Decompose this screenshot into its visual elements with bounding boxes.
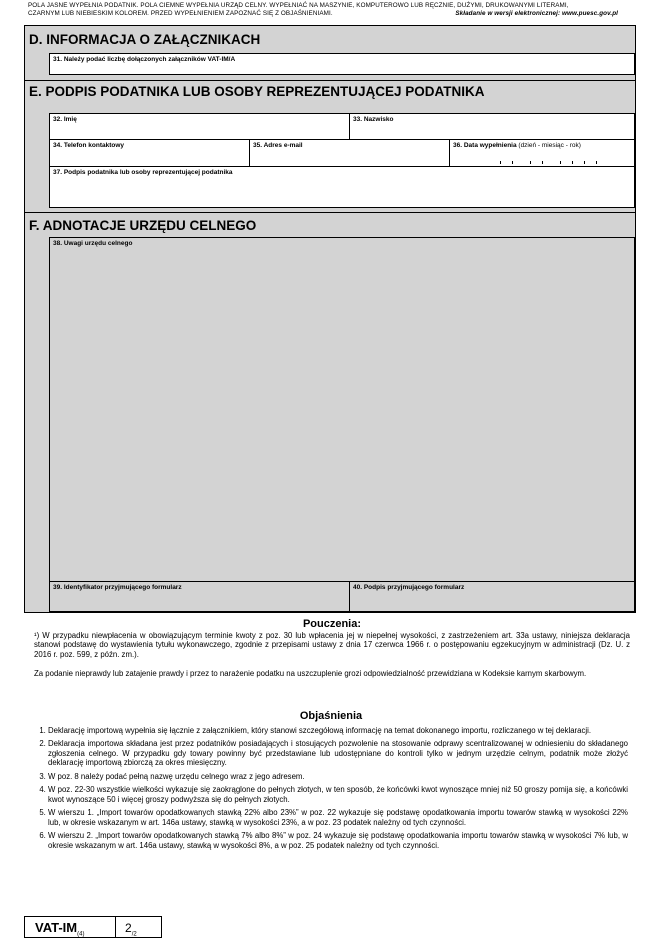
explanations-block <box>34 712 628 854</box>
explanation-item: 6. W wierszu 2. „Import towarów opodatkowanych stawką 7% albo 8%” w poz. 24 wykazuje się podstawę opodatkowania importu towarów stawką w wysokości 7% lub, w okresie wskazanym w art. 146a ustawy, stawką w wysokości 8%, a w poz. 25 podatek należny od tych czynności. <box>48 831 628 850</box>
instructions-paragraph-1: ¹) W przypadku niewpłacenia w obowiązującym terminie kwoty z poz. 30 lub wpłacenia jej w niepełnej wysokości, z zastrzeżeniem art. 33a ustawy, niniejsza deklaracja stanowi podstawę do wystawienia tytułu wykonawczego, zgodnie z przepisami ustawy z dnia 17 czerwca 1966 r. o postępowaniu egzekucyjnym w administracji (Dz. U. z 2016 r. poz. 599, z późn. zm.). <box>34 630 630 659</box>
form-code-box <box>24 916 162 938</box>
field-33-label: 33. Nazwisko <box>353 116 394 123</box>
field-32-label: 32. Imię <box>53 116 77 123</box>
explanation-item: 3. W poz. 8 należy podać pełną nazwę urzędu celnego wraz z jego adresem. <box>48 772 628 782</box>
explanation-item: 2. Deklaracja importowa składana jest przez podatników posiadających i stosujących pozwolenie na stosowanie odprawy scentralizowanej w odniesieniu do składanego zgłoszenia celnego. W przypadku gdy towary powinny być przedstawiane lub udostępniane do kontroli tylko w jednym urzędzie celnym, podatnik może złożyć deklarację importową zbiorczą za okres miesięczny. <box>48 739 628 768</box>
divider <box>25 80 635 81</box>
section-e-title: E. PODPIS PODATNIKA LUB OSOBY REPREZENTUJĄCEJ PODATNIKA <box>29 84 485 99</box>
explanation-item: 1. Deklarację importową wypełnia się łącznie z załącznikiem, który stanowi szczegółową informację na temat dokonanego importu, rozliczanego w tej deklaracji. <box>48 726 628 736</box>
section-f-title: F. ADNOTACJE URZĘDU CELNEGO <box>29 218 257 233</box>
electronic-submission-note: Składanie w wersji elektronicznej: www.puesc.gov.pl <box>455 9 618 17</box>
explanations-title: Objaśnienia <box>299 710 363 722</box>
form-version: (4) <box>77 931 85 938</box>
field-31-attachments-count[interactable] <box>49 53 635 75</box>
field-36-label: 36. Data wypełnienia <box>453 142 517 149</box>
field-37-label: 37. Podpis podatnika lub osoby reprezentującej podatnika <box>53 169 233 176</box>
divider <box>115 917 116 937</box>
page-total: /2 <box>131 931 137 938</box>
field-31-label: 31. Należy podać liczbę dołączonych załączników VAT-IM/A <box>53 56 236 63</box>
field-38-label: 38. Uwagi urzędu celnego <box>53 240 133 247</box>
form-header <box>28 2 618 17</box>
explanation-item: 5. W wierszu 1. „Import towarów opodatkowanych stawką 22% albo 23%” w poz. 22 wykazuje się podstawę opodatkowania importu towarów stawką w wysokości 22% lub, w okresie wskazanym w art. 146a ustawy, stawką w wysokości 23%, a w poz. 23 podatek należny od tych czynności. <box>48 808 628 827</box>
explanations-list <box>34 726 628 851</box>
field-35-label: 35. Adres e-mail <box>253 142 303 149</box>
field-35-email[interactable] <box>249 139 450 167</box>
explanation-item: 4. W poz. 22-30 wszystkie wielkości wykazuje się zaokrąglone do pełnych złotych, w ten sposób, że końcówki kwot wynoszące mniej niż 50 groszy pomija się, a końcówki kwot wynoszące 50 i więcej groszy podwyższa się do pełnych złotych. <box>48 785 628 804</box>
instructions-title: Pouczenia: <box>302 618 362 630</box>
field-40-receiver-signature <box>349 581 635 612</box>
field-39-label: 39. Identyfikator przyjmującego formularz <box>53 584 182 591</box>
field-33-last-name[interactable] <box>349 113 635 140</box>
field-39-receiver-id <box>49 581 350 612</box>
field-34-phone[interactable] <box>49 139 250 167</box>
form-code: VAT-$IM_{(4)}$ <box>35 920 85 938</box>
page-number: $2_{/2}$ <box>125 921 137 938</box>
instructions-paragraph-2: Za podanie nieprawdy lub zatajenie prawdy i przez to narażenie podatku na uszczuplenie grozi odpowiedzialność przewidziana w Kodeksie karnym skarbowym. <box>34 669 587 679</box>
field-34-label: 34. Telefon kontaktowy <box>53 142 125 149</box>
field-36-hint: (dzień - miesiąc - rok) <box>518 142 581 149</box>
field-40-label: 40. Podpis przyjmującego formularz <box>353 584 465 591</box>
date-tick-marks <box>450 159 634 164</box>
field-38-customs-remarks <box>49 237 635 582</box>
instructions-block <box>34 620 630 679</box>
form-body <box>24 25 636 613</box>
field-36-date[interactable] <box>449 139 635 167</box>
header-line-2: CZARNYM LUB NIEBIESKIM KOLOREM. PRZED WYPEŁNIENIEM ZAPOZNAĆ SIĘ Z OBJAŚNIENIAMI. <box>28 9 333 17</box>
field-32-first-name[interactable] <box>49 113 350 140</box>
header-line-1: POLA JASNE WYPEŁNIA PODATNIK. POLA CIEMNE WYPEŁNIA URZĄD CELNY. WYPEŁNIAĆ NA MASZYNIE, KOMPUTEROWO LUB RĘCZNIE, DUŻYMI, DRUKOWANYMI LITERAMI, <box>28 2 569 9</box>
divider <box>25 212 635 213</box>
field-37-signature[interactable] <box>49 166 635 208</box>
section-d-title: D. INFORMACJA O ZAŁĄCZNIKACH <box>29 32 261 47</box>
